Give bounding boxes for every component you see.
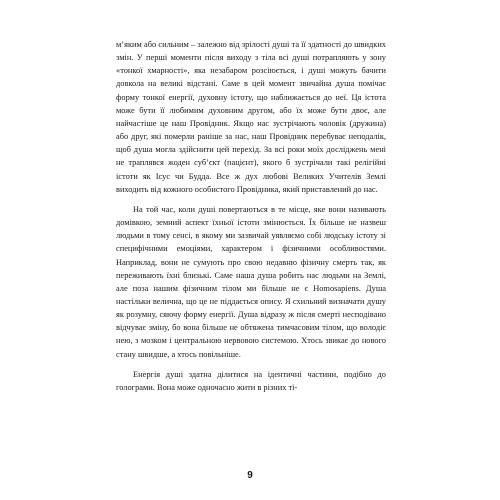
body-text <box>116 38 386 394</box>
page-number: 9 <box>247 470 253 481</box>
paragraph-continued: м’яким або сильним – залежно від зрілості душі та її здатності до швидких змін. У перші моменти після виходу з тіла всі душі потрапляють у зону «тонкої хмарності», яка незабаром розсіюється, і душі можуть бачити довкола на великі відстані. Саме в цей момент звичайна душа помічає форму тонкої енергії, духовну істоту, що наближається до неї. Ця істота може бути її любимим духовним другом, або їх може бути двоє, але найчастіше це наш Провідник. Якщо нас зустрічають чоловік (дружина) або друг, які померли раніше за нас, наш Провідник перебуває неподалік, щоб душа могла здійснити цей перехід. За всі роки моїх досліджень мені не траплявся жоден суб’єкт (пацієнт), якого б зустрічали такі релігійні істоти як Ісус чи Будда. Все ж дух любові Великих Учителів Землі виходить від кожного особистого Провідника, який приставлений до нас. <box>116 40 386 194</box>
paragraph: На той час, коли душі повертаються в те місце, яке вони називають домівкою, земний аспект їхньої істоти змінюється. Їх більше не назвеш людьми в тому сенсі, в якому ми зазвичай уявляємо собі людську істоту зі специфічними емоціями, характером і фізичними особливостями. Наприклад, вони не сумують про свою недавню фізичну смерть так, як переживають їхні близькі. Саме наша душа робить нас людьми на Землі, але поза нашим фізичним тілом ми більше не є Homosapiens. Душа настільки велична, що це не піддається опису. Я схильний визначати душу як розумну, сяючу форму енергії. Душа відразу ж після смерті несподівано відчуває зміну, бо вона більше не обтяжена тимчасовим тілом, що володіє нею, з мозком і центральною нервовою системою. Хтось звикає до нового стану швидше, а хтось повільніше. <box>116 204 386 359</box>
paragraph: Енергія душі здатна ділитися на ідентичні частини, подібно до голограми. Вона може одночасно жити в різних ті- <box>116 369 386 392</box>
